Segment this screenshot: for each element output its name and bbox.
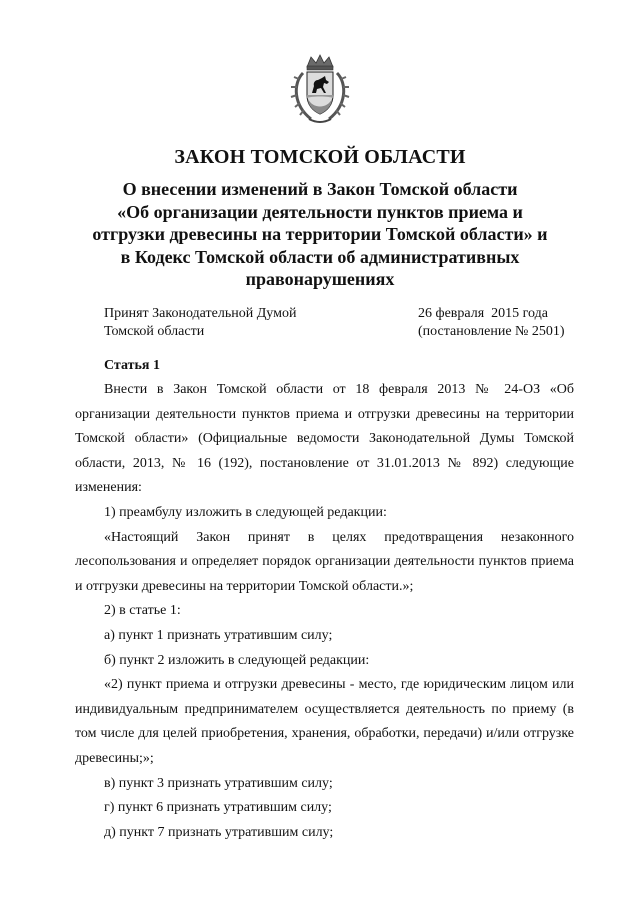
adoption-body [104,305,296,340]
coat-of-arms-icon [289,53,351,125]
article-paragraph: д) пункт 7 признать утратившим силу; [104,824,334,840]
article-paragraph: а) пункт 1 признать утратившим силу; [104,627,333,643]
article-paragraph: 2) в статье 1: [104,603,181,619]
law-subtitle [70,178,570,291]
article-paragraph: г) пункт 6 признать утратившим силу; [104,800,332,816]
law-title: ЗАКОН ТОМСКОЙ ОБЛАСТИ [174,146,466,168]
subtitle-line: правонарушениях [245,269,395,289]
subtitle-line: отгрузки древесины на территории Томской области» и [92,224,548,244]
article-paragraph: «2) пункт приема и отгрузки древесины - место, где юридическим лицом или индивидуальным предпринимателем осуществляется деятельность по приему (в том числе для целей приобретения, хранения, обработки, передачи) и/или отгрузке древесины;»; [75,677,574,766]
adoption-body-line: Томской области [104,323,205,339]
article-paragraph: б) пункт 2 изложить в следующей редакции: [104,652,370,668]
subtitle-line: О внесении изменений в Закон Томской области [122,179,518,199]
subtitle-line: в Кодекс Томской области об административных [120,246,520,267]
adoption-body-line: Принят Законодательной Думой [104,306,297,321]
adoption-date [418,305,565,340]
article-body [75,378,574,845]
article-paragraph: Внести в Закон Томской области от 18 февраля 2013 № 24-ОЗ «Об организации деятельности пунктов приема и отгрузки древесины на территории Томской области» (Официальные ведомости Законодательной Думы Томской области, 2013, № 16 (192), постановление от 31.01.2013 № 892) следующие изменения: [75,382,574,496]
subtitle-line: «Об организации деятельности пунктов приема и [117,201,523,222]
article-paragraph: «Настоящий Закон принят в целях предотвращения незаконного лесопользования и определяет порядок организации деятельности пунктов приема и отгрузки древесины на территории Томской области.»; [75,529,574,594]
adoption-date-line: 26 февраля 2015 года [418,306,548,321]
article-heading: Статья 1 [104,358,160,373]
article-paragraph: 1) преамбулу изложить в следующей редакции: [104,504,387,520]
article-paragraph: в) пункт 3 признать утратившим силу; [104,775,333,791]
adoption-resolution-line: (постановление № 2501) [418,323,565,339]
